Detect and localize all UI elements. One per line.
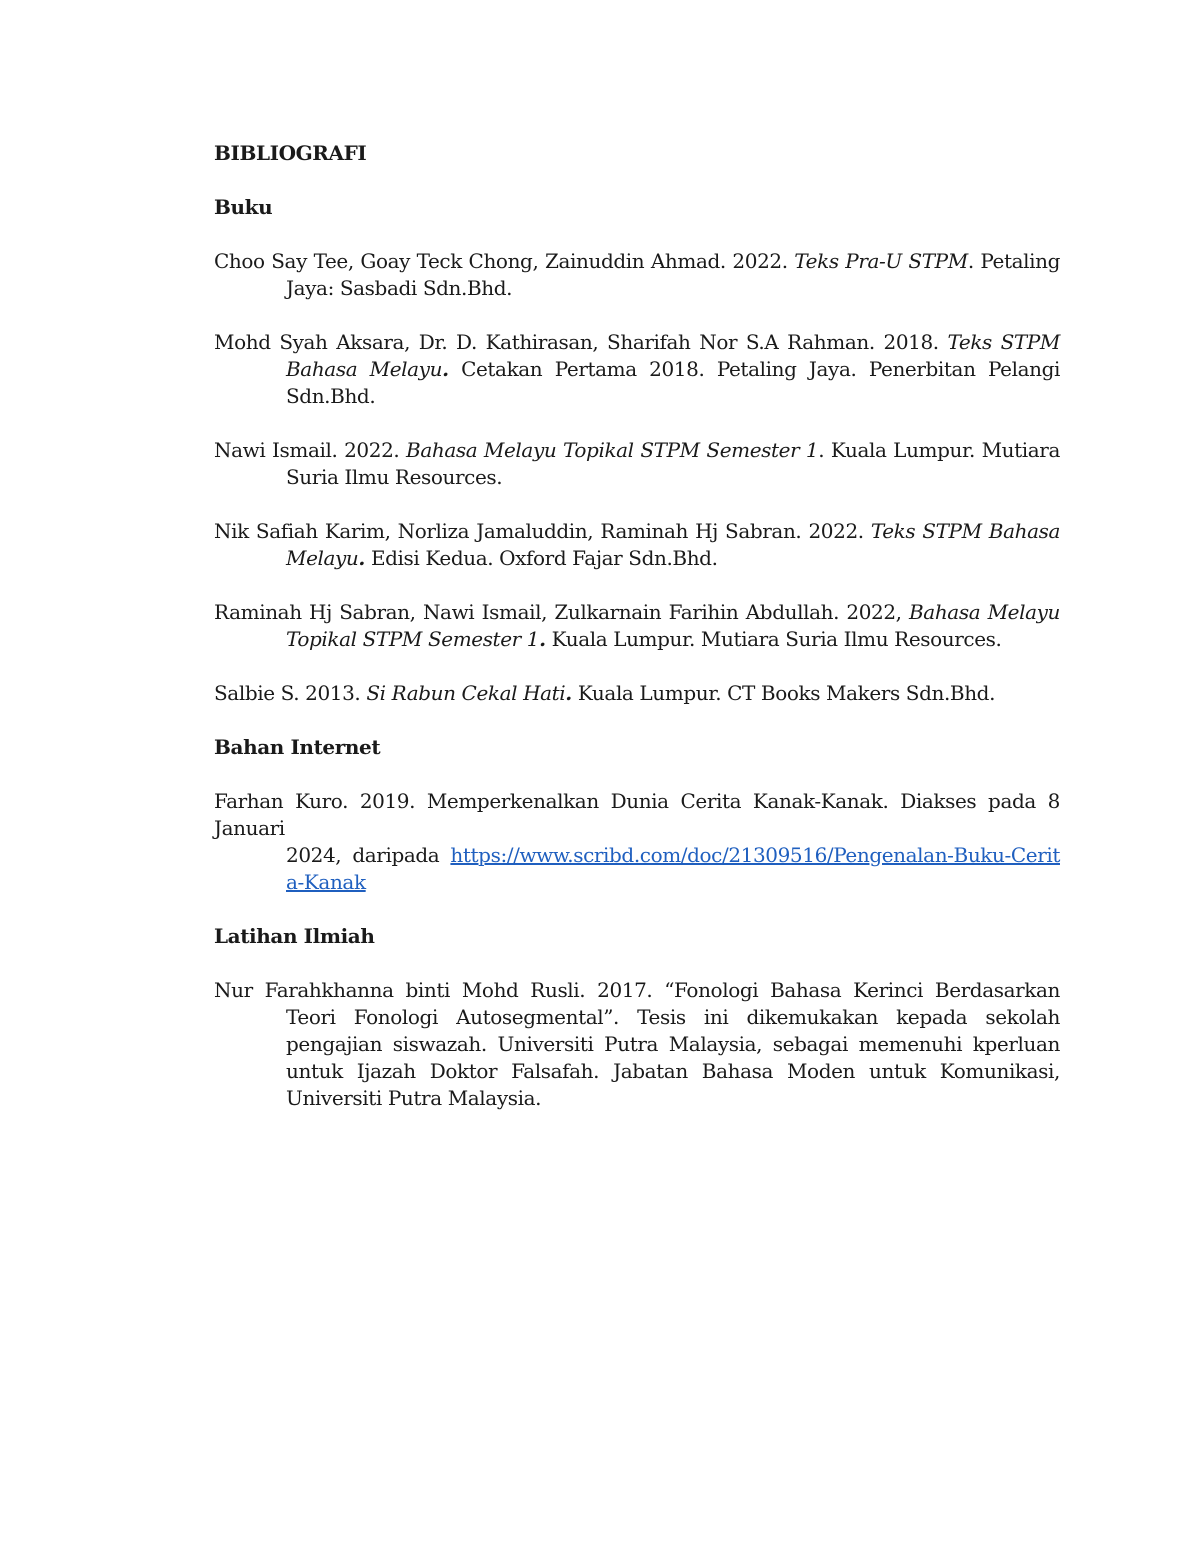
source-url-link[interactable]: https://www.scribd.com/doc/21309516/Pengenalan-Buku-Cerita-Kanak [286, 843, 1060, 894]
page-title: BIBLIOGRAFI [214, 141, 367, 165]
section-heading-latihan: Latihan Ilmiah [214, 924, 375, 948]
internet-entry-first-line: Farhan Kuro. 2019. Memperkenalkan Dunia Cerita Kanak-Kanak. Diakses pada 8 Januari [214, 789, 1060, 840]
book-entry: Raminah Hj Sabran, Nawi Ismail, Zulkarnain Farihin Abdullah. 2022, Bahasa Melayu Topikal STPM Semester 1. Kuala Lumpur. Mutiara Suria Ilmu Resources. [214, 600, 1060, 651]
bibliography-page [214, 140, 1060, 1139]
section-heading-internet: Bahan Internet [214, 735, 381, 759]
book-entry: Nik Safiah Karim, Norliza Jamaluddin, Raminah Hj Sabran. 2022. Teks STPM Bahasa Melayu. Edisi Kedua. Oxford Fajar Sdn.Bhd. [214, 519, 1060, 570]
book-entry: Salbie S. 2013. Si Rabun Cekal Hati. Kuala Lumpur. CT Books Makers Sdn.Bhd. [214, 681, 996, 705]
book-entry: Mohd Syah Aksara, Dr. D. Kathirasan, Sharifah Nor S.A Rahman. 2018. Teks STPM Bahasa Melayu. Cetakan Pertama 2018. Petaling Jaya. Penerbitan Pelangi Sdn.Bhd. [214, 330, 1061, 408]
thesis-entry: Nur Farahkhanna binti Mohd Rusli. 2017. “Fonologi Bahasa Kerinci Berdasarkan Teori Fonologi Autosegmental”. Tesis ini dikemukakan kepada sekolah pengajian siswazah. Universiti Putra Malaysia, sebagai memenuhi kperluan untuk Ijazah Doktor Falsafah. Jabatan Bahasa Moden untuk Komunikasi, Universiti Putra Malaysia. [214, 978, 1060, 1110]
internet-entry: Farhan Kuro. 2019. Memperkenalkan Dunia Cerita Kanak-Kanak. Diakses pada 8 Januari 2024, daripada https://www.scribd.com/doc/21309516/Pengenalan-Buku-Cerita-Kanak [214, 789, 1060, 894]
book-entry: Nawi Ismail. 2022. Bahasa Melayu Topikal STPM Semester 1. Kuala Lumpur. Mutiara Suria Ilmu Resources. [214, 438, 1060, 489]
book-entry: Choo Say Tee, Goay Teck Chong, Zainuddin Ahmad. 2022. Teks Pra-U STPM. Petaling Jaya: Sasbadi Sdn.Bhd. [214, 249, 1060, 300]
section-heading-buku: Buku [214, 195, 273, 219]
